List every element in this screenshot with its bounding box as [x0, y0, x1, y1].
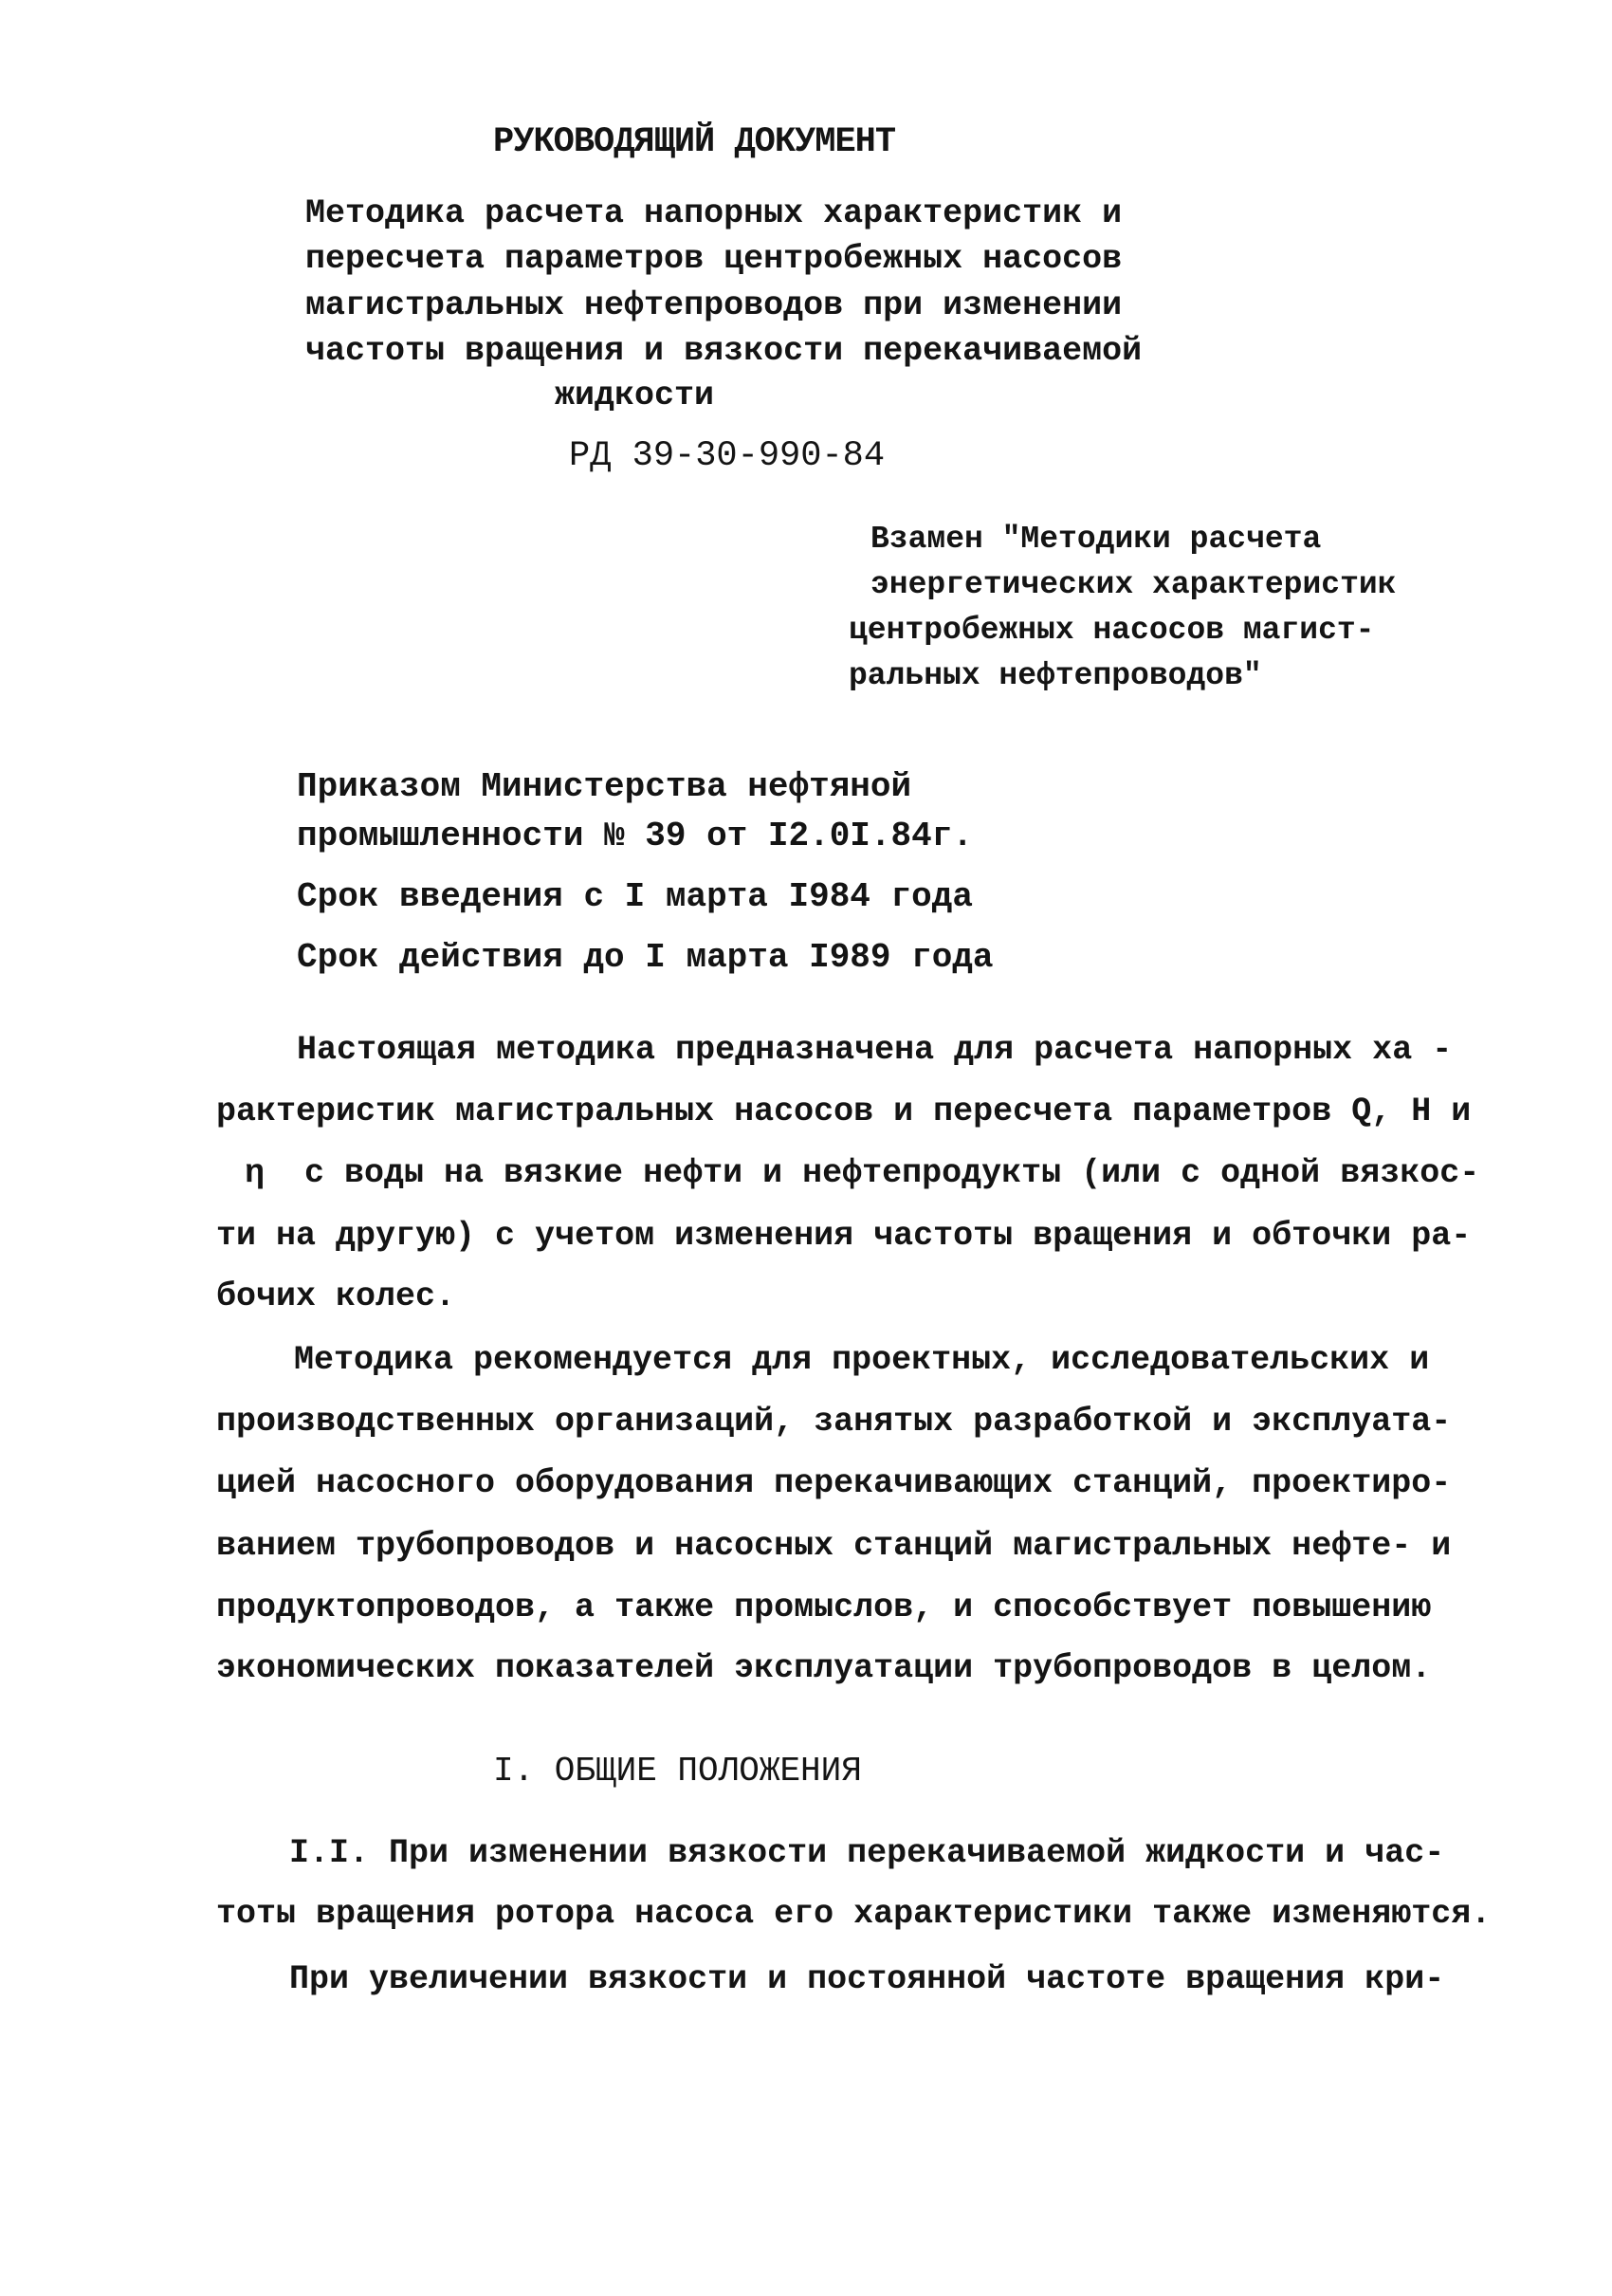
replacement-line-2: энергетических характеристик [870, 567, 1397, 602]
approval-order-line-2: промышленности № 39 от I2.0I.84г. [297, 817, 973, 855]
intro-p1-line-1: Настоящая методика предназначена для расчета напорных ха - [297, 1031, 1453, 1069]
intro-p2-line-3: цией насосного оборудования перекачивающих станций, проектиро- [216, 1464, 1452, 1502]
intro-p1-line-2: рактеристик магистральных насосов и пересчета параметров Q, H и [216, 1093, 1472, 1130]
replacement-line-4: ральных нефтепроводов" [849, 658, 1262, 693]
section-1-line-2: тоты вращения ротора насоса его характеристики также изменяются. [216, 1895, 1492, 1933]
document-title-line-5: жидкости [555, 377, 715, 414]
intro-p2-line-2: производственных организаций, занятых разработкой и эксплуата- [216, 1403, 1452, 1441]
document-title-line-4: частоты вращения и вязкости перекачиваемой [305, 332, 1143, 370]
approval-order-line-1: Приказом Министерства нефтяной [297, 767, 912, 806]
intro-p1-line-4: ти на другую) с учетом изменения частоты вращения и обточки ра- [216, 1217, 1472, 1255]
section-1-line-1: I.I. При изменении вязкости перекачиваемой жидкости и час- [289, 1834, 1445, 1872]
document-type-heading: РУКОВОДЯЩИЙ ДОКУМЕНТ [493, 122, 896, 162]
intro-p1-line-3: η с воды на вязкие нефти и нефтепродукты (или с одной вязкос- [245, 1154, 1480, 1192]
section-1-line-3: При увеличении вязкости и постоянной частоте вращения кри- [289, 1960, 1445, 1998]
document-title-line-2: пересчета параметров центробежных насосов [305, 240, 1123, 278]
intro-p2-line-5: продуктопроводов, а также промыслов, и способствует повышению [216, 1589, 1432, 1626]
intro-p2-line-6: экономических показателей эксплуатации трубопроводов в целом. [216, 1649, 1432, 1687]
replacement-line-1: Взамен "Методики расчета [870, 522, 1322, 557]
document-code: РД 39-30-990-84 [569, 436, 886, 476]
section-heading: I. ОБЩИЕ ПОЛОЖЕНИЯ [493, 1752, 862, 1791]
intro-p2-line-1: Методика рекомендуется для проектных, исследовательских и [294, 1341, 1430, 1379]
replacement-line-3: центробежных насосов магист- [849, 613, 1375, 648]
document-title-line-1: Методика расчета напорных характеристик и [305, 194, 1123, 232]
document-title-line-3: магистральных нефтепроводов при изменении [305, 286, 1123, 324]
intro-p2-line-4: ванием трубопроводов и насосных станций магистральных нефте- и [216, 1527, 1452, 1565]
effective-date: Срок введения с I марта I984 года [297, 877, 973, 916]
intro-p1-line-5: бочих колес. [216, 1277, 456, 1315]
validity-date: Срок действия до I марта I989 года [297, 938, 994, 977]
